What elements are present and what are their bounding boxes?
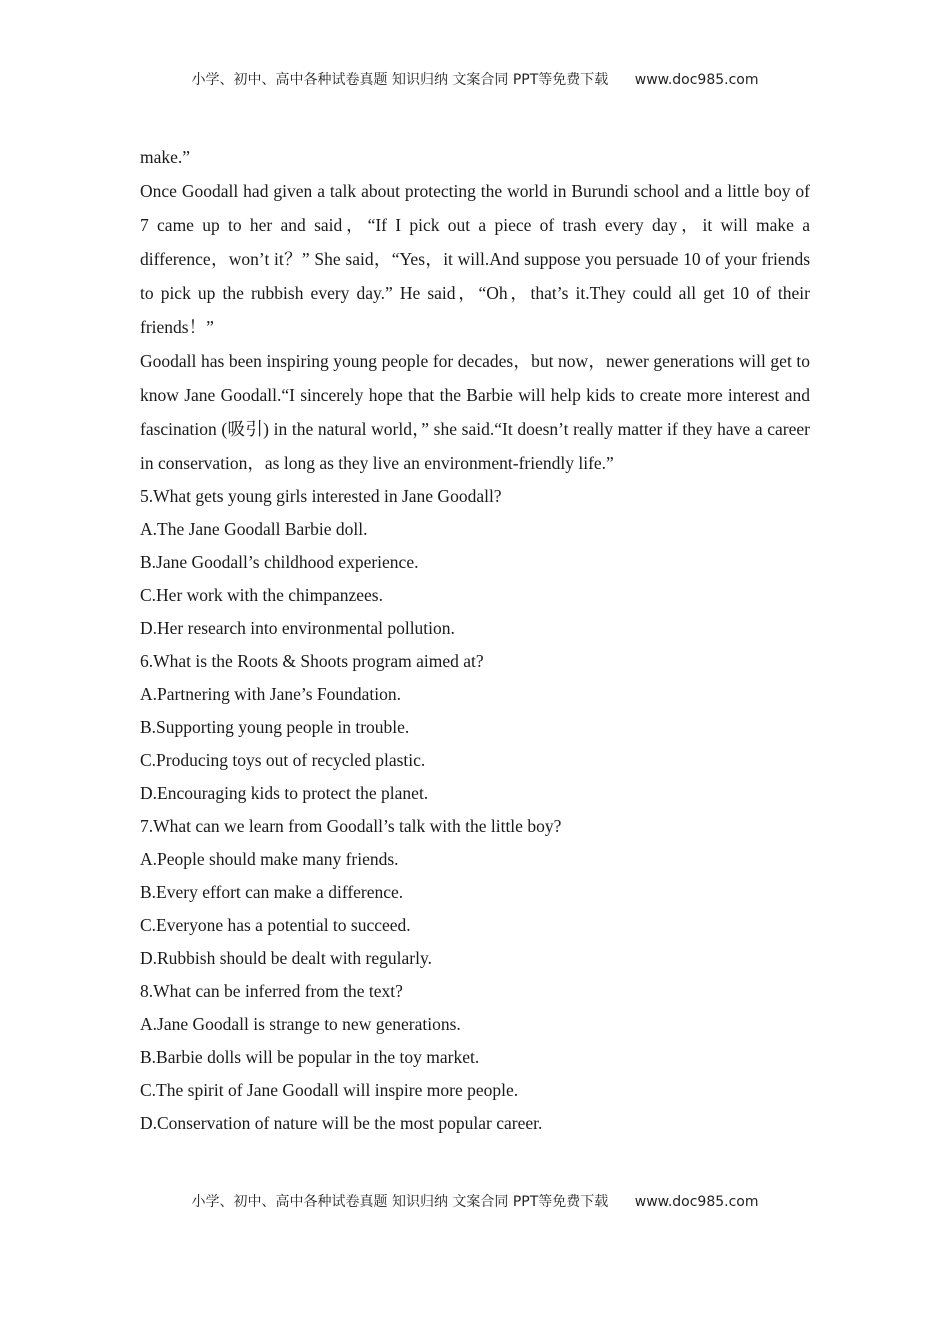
passage-paragraph: make.” — [140, 147, 191, 167]
option-a: A.Jane Goodall is strange to new generations. — [140, 1014, 461, 1034]
option-a: A.People should make many friends. — [140, 849, 399, 869]
question-stem: 8.What can be inferred from the text? — [140, 981, 403, 1001]
option-a: A.The Jane Goodall Barbie doll. — [140, 519, 368, 539]
document-body — [140, 140, 810, 1140]
option-c: C.Everyone has a potential to succeed. — [140, 915, 411, 935]
question-stem: 6.What is the Roots & Shoots program aimed at? — [140, 651, 484, 671]
passage-paragraph: Once Goodall had given a talk about protecting the world in Burundi school and a little boy of 7 came up to her and said，“If I pick out a piece of trash every day，it will make a difference，won’t it？” She said，“Yes，it will.And suppose you persuade 10 of your friends to pick up the rubbish every day.” He said，“Oh，that’s it.They could all get 10 of their friends！” — [140, 181, 810, 337]
passage-paragraph: Goodall has been inspiring young people for decades，but now，newer generations will get to know Jane Goodall.“I sincerely hope that the Barbie will help kids to create more interest and fascination (吸引) in the natural world，” she said.“It doesn’t really matter if they have a career in conservation，as long as they live an environment-friendly life.” — [140, 351, 810, 473]
question-7 — [140, 810, 810, 975]
header-tagline: 小学、初中、高中各种试卷真题 知识归纳 文案合同 PPT等免费下载 — [191, 72, 609, 88]
footer-site-link[interactable]: www.doc985.com — [634, 1194, 759, 1210]
option-b: B.Supporting young people in trouble. — [140, 717, 410, 737]
option-c: C.Her work with the chimpanzees. — [140, 585, 383, 605]
option-b: B.Every effort can make a difference. — [140, 882, 404, 902]
option-b: B.Barbie dolls will be popular in the toy market. — [140, 1047, 480, 1067]
option-d: D.Her research into environmental pollution. — [140, 618, 455, 638]
option-b: B.Jane Goodall’s childhood experience. — [140, 552, 419, 572]
footer-tagline: 小学、初中、高中各种试卷真题 知识归纳 文案合同 PPT等免费下载 — [191, 1194, 609, 1210]
question-6 — [140, 645, 810, 810]
option-d: D.Encouraging kids to protect the planet. — [140, 783, 429, 803]
question-stem: 7.What can we learn from Goodall’s talk with the little boy? — [140, 816, 562, 836]
passage — [140, 140, 810, 480]
option-c: C.Producing toys out of recycled plastic. — [140, 750, 426, 770]
header-site-link[interactable]: www.doc985.com — [634, 72, 759, 88]
question-8 — [140, 975, 810, 1140]
page-header — [0, 69, 950, 89]
option-d: D.Conservation of nature will be the most popular career. — [140, 1113, 543, 1133]
question-stem: 5.What gets young girls interested in Jane Goodall? — [140, 486, 502, 506]
option-a: A.Partnering with Jane’s Foundation. — [140, 684, 402, 704]
option-d: D.Rubbish should be dealt with regularly. — [140, 948, 432, 968]
question-5 — [140, 480, 810, 645]
page-footer — [0, 1191, 950, 1211]
option-c: C.The spirit of Jane Goodall will inspire more people. — [140, 1080, 519, 1100]
